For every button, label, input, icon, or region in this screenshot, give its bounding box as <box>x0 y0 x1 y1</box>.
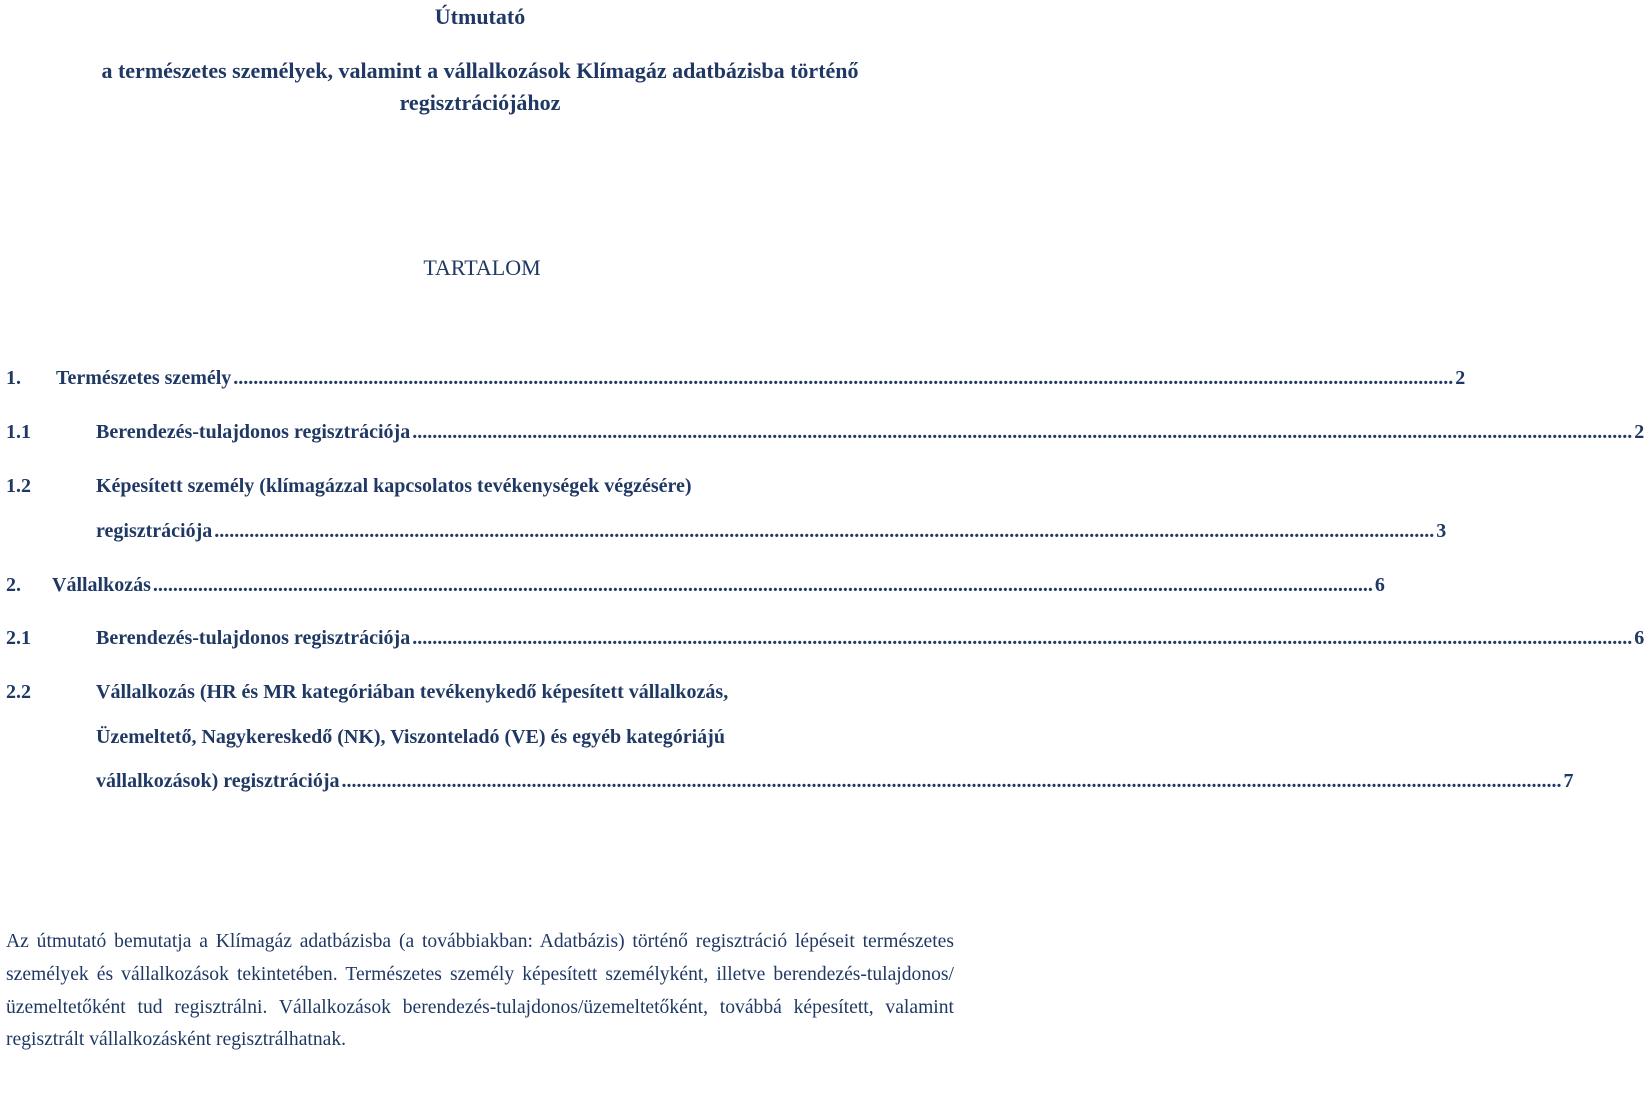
toc-entry-number: 2. <box>6 574 21 596</box>
toc-entry-page: 2 <box>1634 421 1644 443</box>
toc-entry-2[interactable] <box>6 572 1385 598</box>
toc-entry-label: Berendezés-tulajdonos regisztrációja <box>96 421 411 443</box>
toc-entry-page: 2 <box>1455 367 1466 389</box>
toc-entry-2-2-line-2[interactable] <box>96 724 725 750</box>
toc-entry-page: 7 <box>1563 770 1574 792</box>
toc-leader-dots <box>214 518 1434 544</box>
toc-heading: TARTALOM <box>423 255 541 280</box>
toc-leader-dots <box>153 572 1373 598</box>
toc-entry-number: 1.1 <box>6 421 31 443</box>
document-subtitle-line-2: regisztrációjához <box>399 90 561 115</box>
toc-entry-1-2-line-1[interactable] <box>6 473 692 499</box>
intro-paragraph: Az útmutató bemutatja a Klímagáz adatbázisba (a továbbiakban: Adatbázis) történő regisztráció lépéseit természetes személyek és vállalkozások tekintetében. Természetes személy képesített személyként, illetve berendezés-tulajdonos/üzemeltetőként tud regisztrálni. Vállalkozások berendezés-tulajdonos/üzemeltetőként, továbbá képesített, valamint regisztrált vállalkozásként regisztrálhatnak. <box>6 931 954 1051</box>
toc-entry-2-2-line-1[interactable] <box>6 679 728 705</box>
toc-entry-label: Üzemeltető, Nagykereskedő (NK), Viszonteladó (VE) és egyéb kategóriájú <box>96 726 725 748</box>
toc-entry-number: 2.1 <box>6 627 31 649</box>
toc-leader-dots <box>412 625 1632 651</box>
toc-entry-page: 6 <box>1374 574 1385 596</box>
toc-entry-number: 1.2 <box>6 475 31 497</box>
toc-entry-label: regisztrációja <box>96 520 213 542</box>
toc-leader-dots <box>412 419 1632 445</box>
toc-entry-label: Természetes személy <box>56 367 232 389</box>
toc-entry-page: 6 <box>1634 627 1644 649</box>
toc-entry-number: 1. <box>6 367 21 389</box>
toc-entry-label: Vállalkozás <box>52 574 151 596</box>
toc-entry-1[interactable] <box>6 365 1466 391</box>
toc-entry-label: vállalkozások) regisztrációja <box>96 770 340 792</box>
toc-entry-page: 3 <box>1436 520 1447 542</box>
toc-entry-number: 2.2 <box>6 681 31 703</box>
toc-entry-1-2[interactable] <box>96 518 1447 544</box>
toc-entry-2-1[interactable] <box>6 625 1644 651</box>
toc-entry-label: Vállalkozás (HR és MR kategóriában tevékenykedő képesített vállalkozás, <box>96 681 729 703</box>
document-subtitle-line-1: a természetes személyek, valamint a vállalkozások Klímagáz adatbázisba történő <box>101 58 859 83</box>
toc-entry-1-1[interactable] <box>6 419 1644 445</box>
document-title: Útmutató <box>434 4 526 29</box>
toc-entry-2-2[interactable] <box>96 768 1574 794</box>
toc-leader-dots <box>233 365 1453 391</box>
toc-leader-dots <box>341 768 1561 794</box>
toc-entry-label: Berendezés-tulajdonos regisztrációja <box>96 627 411 649</box>
toc-entry-label: Képesített személy (klímagázzal kapcsolatos tevékenységek végzésére) <box>96 475 692 497</box>
